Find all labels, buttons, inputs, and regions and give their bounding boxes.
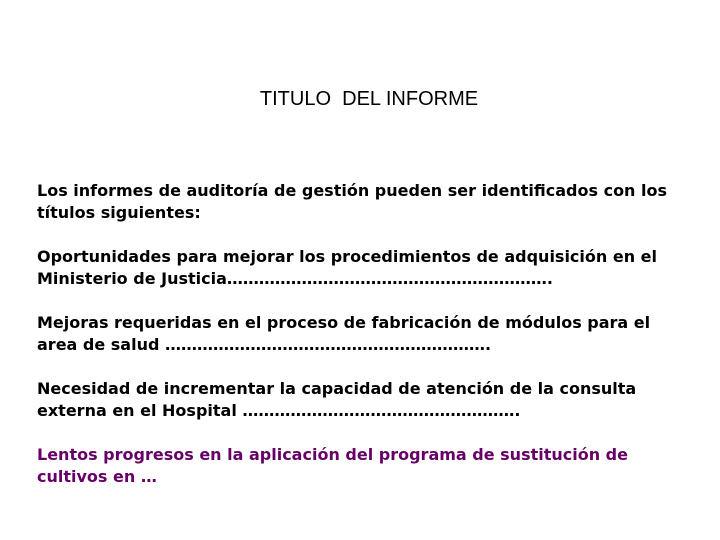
intro-paragraph: Los informes de auditoría de gestión pueden ser identificados con los títulos siguientes: xyxy=(37,181,668,222)
example-title-4: Lentos progresos en la aplicación del programa de sustitución de cultivos en … xyxy=(37,445,628,486)
example-title-1: Oportunidades para mejorar los procedimientos de adquisición en el Ministerio de Justicia……………………………………………………. xyxy=(37,247,657,288)
example-title-3: Necesidad de incrementar la capacidad de atención de la consulta externa en el Hospital ……………………………………………. xyxy=(37,379,637,420)
example-title-2: Mejoras requeridas en el proceso de fabricación de módulos para el area de salud ……………………………………………………. xyxy=(37,313,651,354)
report-title: TITULO DEL INFORME xyxy=(259,88,479,110)
content-body xyxy=(37,180,697,510)
